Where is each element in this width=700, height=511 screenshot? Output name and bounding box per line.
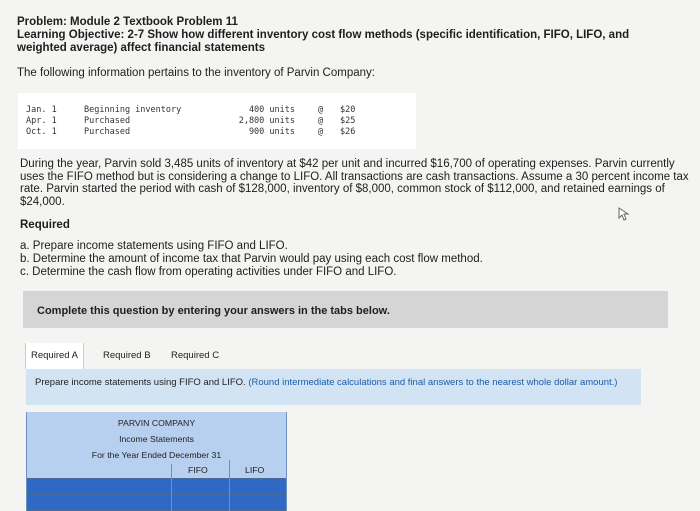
problem-paragraph: During the year, Parvin sold 3,485 units of inventory at $42 per unit and incurred $16,700 of operating expenses. Parvin currently uses the FIFO method but is considering a change to LIFO. All transactions are cash transactions. Assume a 30 percent income tax rate. Parvin started the period with cash of $128,000, inventory of $8,000, common stock of $112,000, and retained earnings of $24,000.: [20, 158, 689, 208]
required-item-c: c. Determine the cash flow from operating activities under FIFO and LIFO.: [20, 266, 397, 278]
intro-text: The following information pertains to the inventory of Parvin Company:: [17, 67, 375, 79]
row-divider: [26, 478, 287, 479]
income-statement-table: [26, 412, 287, 511]
inventory-units: 2,800 units: [238, 116, 295, 126]
column-divider: [26, 412, 27, 511]
column-divider: [229, 460, 230, 511]
column-lifo: LIFO: [245, 465, 265, 475]
inventory-table: [18, 93, 416, 149]
problem-title: [17, 16, 677, 55]
instruction-text: [35, 377, 631, 389]
required-list: [20, 240, 483, 279]
instruction-main: Prepare income statements using FIFO and LIFO.: [35, 377, 246, 388]
inventory-units: 900 units: [248, 127, 295, 137]
inventory-desc: Purchased: [84, 127, 131, 137]
inventory-desc: Beginning inventory: [84, 105, 182, 115]
statement-name: Income Statements: [119, 434, 194, 444]
inventory-desc: Purchased: [84, 116, 131, 126]
complete-box-text: Complete this question by entering your answers in the tabs below.: [37, 305, 390, 317]
inventory-price: $26: [340, 127, 356, 137]
mouse-cursor-icon: [618, 207, 630, 224]
tab-required-c[interactable]: Required C: [171, 350, 220, 361]
inventory-units: 400 units: [248, 105, 295, 115]
inventory-date: Apr. 1: [26, 116, 57, 126]
complete-box: [23, 291, 668, 328]
column-fifo: FIFO: [188, 465, 208, 475]
inventory-at: @: [318, 116, 324, 126]
required-item-b: b. Determine the amount of income tax that Parvin would pay using each cost flow method.: [20, 253, 483, 265]
inventory-row: [18, 127, 416, 139]
problem-heading: Problem: Module 2 Textbook Problem 11: [17, 16, 238, 28]
instruction-note: (Round intermediate calculations and final answers to the nearest whole dollar amount.): [248, 377, 618, 388]
column-divider: [286, 412, 287, 511]
required-item-a: a. Prepare income statements using FIFO and LIFO.: [20, 240, 288, 252]
inventory-at: @: [318, 105, 324, 115]
statement-period: For the Year Ended December 31: [91, 450, 222, 460]
inventory-at: @: [318, 127, 324, 137]
table-row[interactable]: [26, 495, 287, 511]
tab-bar: [25, 343, 225, 369]
required-heading: Required: [20, 219, 70, 231]
table-row[interactable]: [26, 478, 287, 494]
tab-required-b[interactable]: Required B: [103, 350, 151, 361]
inventory-date: Oct. 1: [26, 127, 57, 137]
column-divider: [171, 464, 172, 511]
inventory-date: Jan. 1: [26, 105, 57, 115]
learning-objective: Learning Objective: 2-7 Show how different inventory cost flow methods (specific identification, FIFO, LIFO, and weighted average) affect financial statements: [17, 29, 630, 54]
inventory-price: $25: [340, 116, 356, 126]
row-divider: [26, 494, 287, 495]
company-name: PARVIN COMPANY: [117, 418, 196, 428]
instruction-box: [26, 369, 641, 405]
inventory-price: $20: [340, 105, 356, 115]
tab-required-a[interactable]: Required A: [25, 343, 84, 369]
